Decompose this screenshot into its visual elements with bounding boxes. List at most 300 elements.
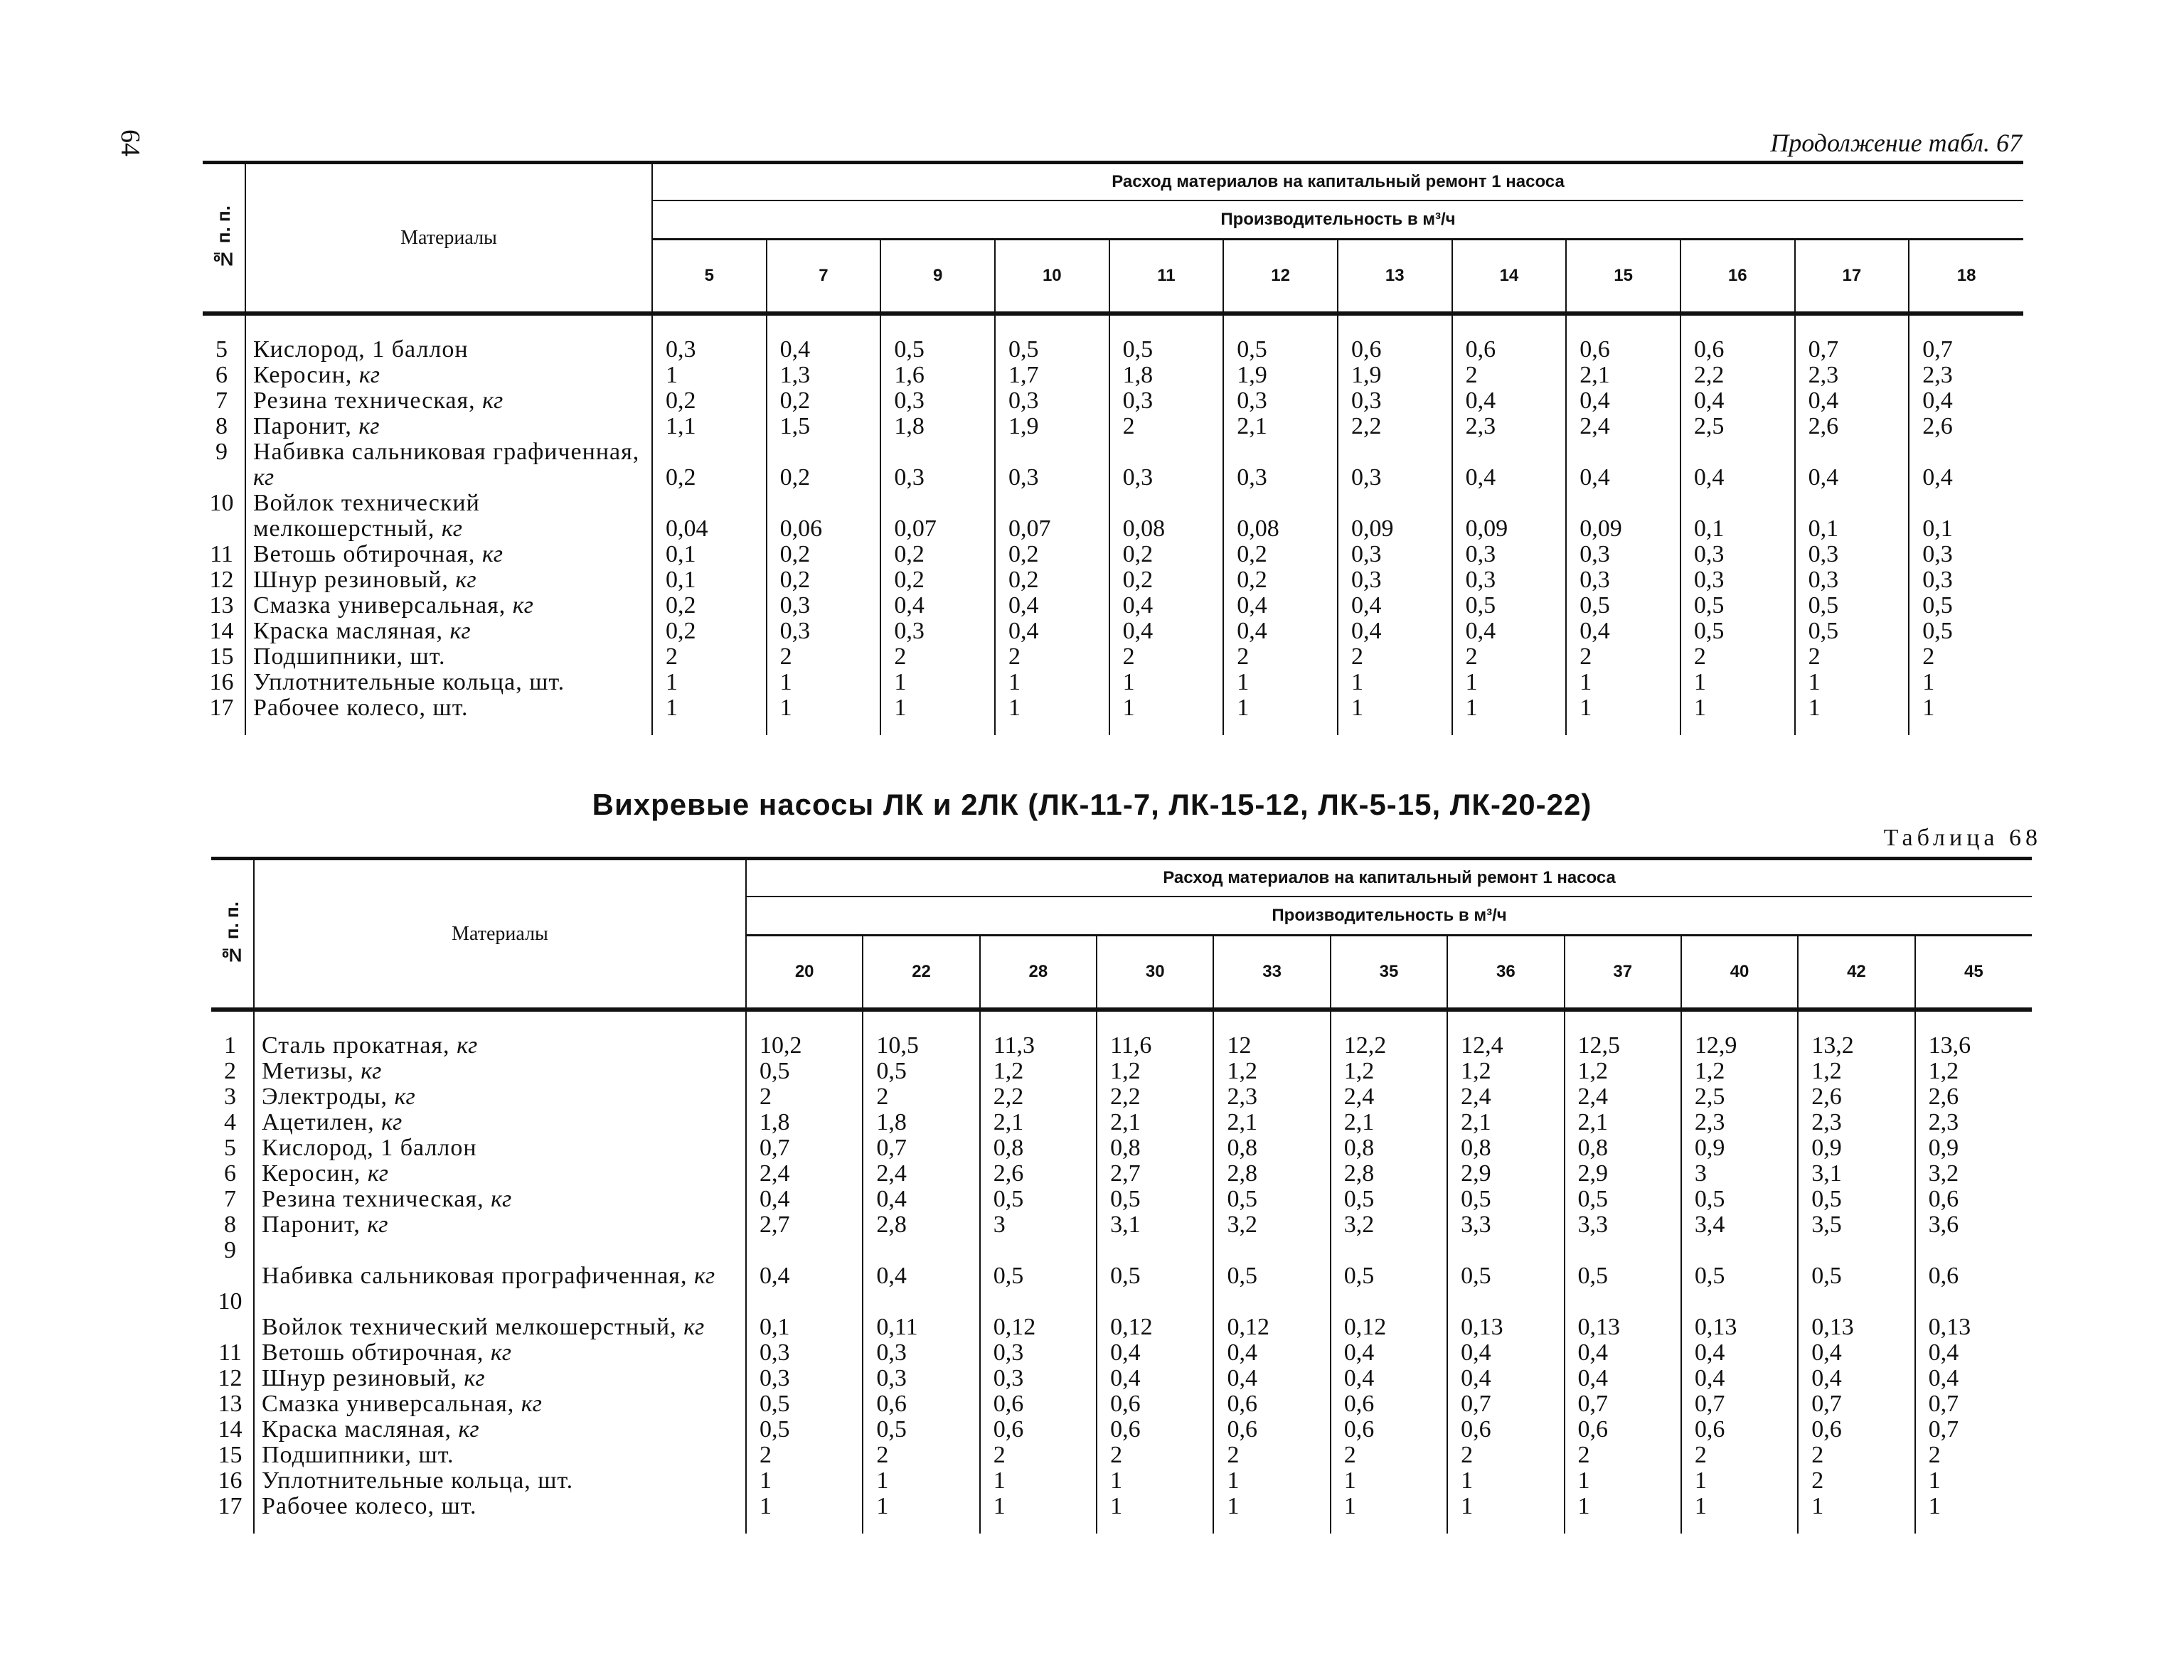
value-cell: 0,6 [1452,337,1567,363]
value-cell: 2 [1795,644,1909,670]
table-row [203,542,2023,567]
value-cell: 2,3 [1681,1110,1798,1135]
value-cell: 10,5 [863,1033,979,1059]
material-name-text: Паронит, [253,414,359,439]
material-name [245,567,652,593]
value-cell: 0,7 [1798,1391,1914,1417]
value-cell: 0,3 [1680,567,1795,593]
value-cell: 2,7 [746,1212,863,1238]
table-row [211,1084,2032,1110]
value-cell: 0,2 [767,542,881,567]
value-cell: 2,4 [1566,414,1680,439]
value-cell: 0,8 [1331,1135,1447,1161]
material-unit: кг [490,1340,512,1366]
col-number-header-text: № п. п. [213,205,234,270]
value-cell: 0,7 [746,1135,863,1161]
value-cell: 1 [880,670,995,695]
row-number: 13 [218,1391,243,1417]
value-cell: 2 [1109,644,1224,670]
value-cell: 0,4 [1447,1340,1564,1366]
value-cell: 0,12 [980,1289,1097,1340]
value-cell: 2,9 [1565,1161,1681,1187]
value-cell: 0,11 [863,1289,979,1340]
value-cell: 1,1 [652,414,767,439]
value-cell: 0,1 [1680,491,1795,542]
row-number: 15 [209,643,234,670]
value-cell: 2,1 [1097,1110,1213,1135]
value-cell: 0,5 [1331,1238,1447,1289]
value-cell: 1,5 [767,414,881,439]
value-cell: 0,5 [1680,619,1795,644]
value-cell: 0,5 [1795,593,1909,619]
value-cell: 2 [1680,644,1795,670]
value-cell: 0,4 [1915,1366,2032,1391]
value-cell: 0,5 [995,337,1109,363]
row-number: 15 [218,1442,243,1468]
value-cell: 0,5 [980,1238,1097,1289]
table-row [211,1033,2032,1059]
value-cell: 0,4 [1909,388,2023,414]
value-cell: 10,2 [746,1033,863,1059]
row-number: 11 [218,1339,242,1366]
value-cell: 1,6 [880,363,995,388]
value-cell: 2 [1213,1443,1330,1468]
material-name-text: Уплотнительные кольца, шт. [253,670,565,695]
col-number-header-text: № п. п. [221,901,243,966]
row-number: 8 [224,1211,236,1238]
value-cell: 0,3 [767,619,881,644]
value-cell: 2,6 [980,1161,1097,1187]
value-cell: 0,4 [1680,388,1795,414]
value-cell: 0,3 [1223,439,1338,491]
value-cell: 0,13 [1681,1289,1798,1340]
value-cell: 2 [1798,1443,1914,1468]
value-cell: 2,8 [1213,1161,1330,1187]
value-cell: 0,1 [652,542,767,567]
table-row [211,1366,2032,1391]
material-name [254,1187,746,1212]
material-name-text: Сталь прокатная, [262,1033,457,1059]
value-cell: 0,5 [863,1417,979,1443]
value-cell: 3,5 [1798,1212,1914,1238]
value-cell: 0,6 [1915,1187,2032,1212]
value-cell: 2 [1447,1443,1564,1468]
material-name-text: Кислород, 1 баллон [253,337,469,363]
continuation-label: Продолжение табл. 67 [1770,129,2022,157]
value-cell: 0,4 [863,1187,979,1212]
capacity-14: 14 [1452,240,1567,314]
value-cell: 0,3 [995,388,1109,414]
material-name-text: Керосин, [262,1161,368,1187]
value-cell: 2 [652,644,767,670]
value-cell: 2 [1565,1443,1681,1468]
value-cell: 2,4 [746,1161,863,1187]
header-sub: Производительность в м³/ч [746,897,2032,936]
value-cell: 1 [1447,1494,1564,1519]
table-row [203,695,2023,721]
capacity-28: 28 [980,936,1097,1010]
material-name [245,388,652,414]
value-cell: 1 [1097,1494,1213,1519]
value-cell: 0,3 [1909,567,2023,593]
material-unit: кг [512,593,533,619]
value-cell: 1 [1681,1468,1798,1494]
value-cell: 2 [1097,1443,1213,1468]
value-cell: 12,9 [1681,1033,1798,1059]
col-materials-header: Материалы [245,163,652,314]
material-unit: кг [521,1391,542,1417]
table-row [203,491,2023,542]
value-cell: 0,5 [1798,1187,1914,1212]
value-cell: 0,6 [1097,1391,1213,1417]
value-cell: 0,5 [1681,1187,1798,1212]
value-cell: 3,6 [1915,1212,2032,1238]
value-cell: 0,6 [1447,1417,1564,1443]
value-cell: 0,5 [1565,1187,1681,1212]
material-name [254,1366,746,1391]
table-row [211,1340,2032,1366]
value-cell: 1 [652,363,767,388]
material-name [254,1059,746,1084]
value-cell: 1 [995,670,1109,695]
value-cell: 0,2 [652,388,767,414]
value-cell: 0,2 [767,439,881,491]
value-cell: 0,2 [880,542,995,567]
material-unit: кг [481,542,504,567]
value-cell: 1 [1798,1494,1914,1519]
table-row [211,1468,2032,1494]
value-cell: 1 [746,1494,863,1519]
value-cell: 2 [1909,644,2023,670]
value-cell: 0,2 [1223,567,1338,593]
capacity-22: 22 [863,936,979,1010]
value-cell: 0,5 [746,1059,863,1084]
material-name-text: Резина техническая, [253,388,483,414]
value-cell: 1 [1795,670,1909,695]
table-row [203,337,2023,363]
material-name [245,414,652,439]
value-cell: 0,4 [1223,593,1338,619]
value-cell: 12,4 [1447,1033,1564,1059]
value-cell: 0,04 [652,491,767,542]
value-cell: 0,4 [1109,593,1224,619]
value-cell: 0,6 [980,1391,1097,1417]
table-row [211,1417,2032,1443]
value-cell: 0,5 [1213,1187,1330,1212]
value-cell: 0,7 [1565,1391,1681,1417]
value-cell: 0,3 [1109,388,1224,414]
capacity-33: 33 [1213,936,1330,1010]
value-cell: 2,1 [1223,414,1338,439]
material-unit: кг [253,464,275,491]
value-cell: 12,5 [1565,1033,1681,1059]
value-cell: 0,7 [1915,1391,2032,1417]
value-cell: 0,5 [980,1187,1097,1212]
table-row [211,1135,2032,1161]
row-number: 13 [209,592,234,619]
value-cell: 0,4 [1447,1366,1564,1391]
value-cell: 0,6 [1680,337,1795,363]
value-cell: 1,2 [1915,1059,2032,1084]
material-unit: кг [367,1212,388,1238]
value-cell: 2,8 [863,1212,979,1238]
value-cell: 1,2 [1798,1059,1914,1084]
value-cell: 0,8 [1447,1135,1564,1161]
value-cell: 0,08 [1109,491,1224,542]
value-cell: 13,6 [1915,1033,2032,1059]
material-name-text: Ветошь обтирочная, [262,1340,491,1366]
value-cell: 2 [746,1443,863,1468]
value-cell: 0,3 [1338,439,1452,491]
value-cell: 1 [1795,695,1909,721]
material-name [254,1417,746,1443]
value-cell: 2 [767,644,881,670]
value-cell: 0,7 [1909,337,2023,363]
value-cell: 1 [995,695,1109,721]
table-row [203,670,2023,695]
capacity-17: 17 [1795,240,1909,314]
value-cell: 3 [980,1212,1097,1238]
value-cell: 1 [1565,1468,1681,1494]
value-cell: 0,4 [1331,1366,1447,1391]
page-number: 64 [115,129,145,156]
value-cell: 0,4 [1097,1366,1213,1391]
value-cell: 0,4 [1213,1366,1330,1391]
material-name [254,1161,746,1187]
value-cell: 0,6 [1097,1417,1213,1443]
row-number: 17 [209,695,234,721]
value-cell: 1 [980,1468,1097,1494]
value-cell: 1 [1909,695,2023,721]
table-row [203,567,2023,593]
row-number: 14 [218,1416,243,1443]
table-row [203,363,2023,388]
value-cell: 0,3 [1338,567,1452,593]
value-cell: 2,6 [1909,414,2023,439]
table-row [203,388,2023,414]
value-cell: 0,5 [1681,1238,1798,1289]
value-cell: 0,4 [1097,1340,1213,1366]
value-cell: 0,2 [1223,542,1338,567]
material-name-text: Войлок технический мелкошерстный, [262,1314,684,1340]
value-cell: 0,6 [1565,1417,1681,1443]
value-cell: 1,2 [1213,1059,1330,1084]
value-cell: 3,4 [1681,1212,1798,1238]
value-cell: 0,6 [863,1391,979,1417]
value-cell: 0,4 [863,1238,979,1289]
value-cell: 2,3 [1909,363,2023,388]
header-main: Расход материалов на капитальный ремонт 1 насоса [746,859,2032,897]
value-cell: 0,4 [1109,619,1224,644]
value-cell: 2,4 [863,1161,979,1187]
value-cell: 0,3 [746,1340,863,1366]
value-cell: 2 [863,1084,979,1110]
value-cell: 2,7 [1097,1161,1213,1187]
material-name-text: Шнур резиновый, [262,1366,464,1391]
value-cell: 0,4 [1795,388,1909,414]
value-cell: 0,4 [1566,439,1680,491]
row-number: 2 [224,1058,236,1084]
table-68 [211,857,2032,1534]
value-cell: 3,3 [1447,1212,1564,1238]
value-cell: 0,5 [1452,593,1567,619]
value-cell: 2 [1452,363,1567,388]
value-cell: 0,5 [863,1059,979,1084]
value-cell: 1,8 [880,414,995,439]
value-cell: 0,3 [1566,542,1680,567]
capacity-37: 37 [1565,936,1681,1010]
value-cell: 1 [1331,1468,1447,1494]
value-cell: 0,3 [980,1366,1097,1391]
value-cell: 0,4 [767,337,881,363]
material-name [254,1238,746,1289]
value-cell: 2,9 [1447,1161,1564,1187]
material-name-text: Смазка универсальная, [253,593,513,619]
value-cell: 0,2 [880,567,995,593]
value-cell: 1,2 [1331,1059,1447,1084]
value-cell: 2,1 [1565,1110,1681,1135]
value-cell: 0,3 [1452,542,1567,567]
value-cell: 0,5 [880,337,995,363]
value-cell: 12 [1213,1033,1330,1059]
value-cell: 2,5 [1681,1084,1798,1110]
value-cell: 0,2 [1109,567,1224,593]
value-cell: 0,08 [1223,491,1338,542]
value-cell: 2,1 [1213,1110,1330,1135]
value-cell: 0,6 [1566,337,1680,363]
value-cell: 0,5 [1798,1238,1914,1289]
material-name-text: Ацетилен, [262,1110,382,1135]
value-cell: 2 [746,1084,863,1110]
row-number: 6 [224,1160,236,1187]
value-cell: 2,8 [1331,1161,1447,1187]
value-cell: 1 [652,695,767,721]
table-row [211,1212,2032,1238]
value-cell: 0,6 [1331,1417,1447,1443]
value-cell: 0,4 [1566,388,1680,414]
value-cell: 2,2 [1097,1084,1213,1110]
value-cell: 0,6 [1681,1417,1798,1443]
value-cell: 1 [1566,695,1680,721]
value-cell: 0,13 [1447,1289,1564,1340]
material-unit: кг [394,1084,415,1110]
value-cell: 0,12 [1331,1289,1447,1340]
row-number: 11 [210,541,233,567]
capacity-16: 16 [1680,240,1795,314]
value-cell: 2,1 [1566,363,1680,388]
capacity-45: 45 [1915,936,2032,1010]
value-cell: 0,4 [1798,1366,1914,1391]
value-cell: 0,5 [1223,337,1338,363]
value-cell: 1 [880,695,995,721]
row-number: 10 [218,1288,243,1315]
value-cell: 0,4 [1566,619,1680,644]
material-name-text: Уплотнительные кольца, шт. [262,1468,574,1494]
value-cell: 1 [767,670,881,695]
material-name [245,593,652,619]
material-name-text: Рабочее колесо, шт. [253,695,469,721]
material-name [245,491,652,542]
value-cell: 1 [1680,695,1795,721]
value-cell: 1 [1566,670,1680,695]
value-cell: 2,6 [1798,1084,1914,1110]
value-cell: 0,3 [746,1366,863,1391]
value-cell: 0,5 [1909,593,2023,619]
material-name [254,1494,746,1519]
material-name [254,1084,746,1110]
value-cell: 1,2 [1447,1059,1564,1084]
value-cell: 0,3 [1338,388,1452,414]
material-name [254,1391,746,1417]
value-cell: 1,2 [1565,1059,1681,1084]
material-unit: кг [683,1314,705,1340]
value-cell: 0,5 [1331,1187,1447,1212]
value-cell: 2,4 [1447,1084,1564,1110]
table-row [211,1443,2032,1468]
value-cell: 0,3 [652,337,767,363]
material-name-text: Шнур резиновый, [253,567,456,593]
row-number: 3 [224,1084,236,1110]
table-row [211,1059,2032,1084]
value-cell: 0,7 [1795,337,1909,363]
row-number: 6 [215,362,228,388]
table-row [211,1161,2032,1187]
value-cell: 0,9 [1798,1135,1914,1161]
value-cell: 2 [880,644,995,670]
value-cell: 0,4 [1909,439,2023,491]
value-cell: 0,4 [1338,619,1452,644]
value-cell: 0,3 [995,439,1109,491]
value-cell: 2,3 [1915,1110,2032,1135]
material-unit: кг [464,1366,485,1391]
capacity-15: 15 [1566,240,1680,314]
value-cell: 0,6 [1213,1417,1330,1443]
table-row [211,1494,2032,1519]
value-cell: 11,6 [1097,1033,1213,1059]
value-cell: 0,5 [1447,1238,1564,1289]
value-cell: 1 [980,1494,1097,1519]
value-cell: 0,5 [1447,1187,1564,1212]
value-cell: 0,1 [1795,491,1909,542]
capacity-13: 13 [1338,240,1452,314]
value-cell: 0,1 [1909,491,2023,542]
value-cell: 2 [1338,644,1452,670]
table-row [211,1110,2032,1135]
value-cell: 0,4 [995,593,1109,619]
material-name-text: Смазка универсальная, [262,1391,521,1417]
value-cell: 0,2 [652,593,767,619]
row-number: 17 [218,1493,243,1519]
table-row [211,1391,2032,1417]
table-row [203,414,2023,439]
value-cell: 0,1 [746,1289,863,1340]
value-cell: 0,06 [767,491,881,542]
capacity-42: 42 [1798,936,1914,1010]
row-number: 9 [224,1237,236,1263]
row-number: 7 [215,387,228,414]
value-cell: 0,5 [1213,1238,1330,1289]
value-cell: 2,4 [1565,1084,1681,1110]
table-row [211,1238,2032,1289]
value-cell: 1 [1213,1494,1330,1519]
material-name [254,1443,746,1468]
value-cell: 0,6 [980,1417,1097,1443]
value-cell: 0,5 [1109,337,1224,363]
value-cell: 2,3 [1452,414,1567,439]
value-cell: 2,4 [1331,1084,1447,1110]
capacity-30: 30 [1097,936,1213,1010]
value-cell: 2 [980,1443,1097,1468]
